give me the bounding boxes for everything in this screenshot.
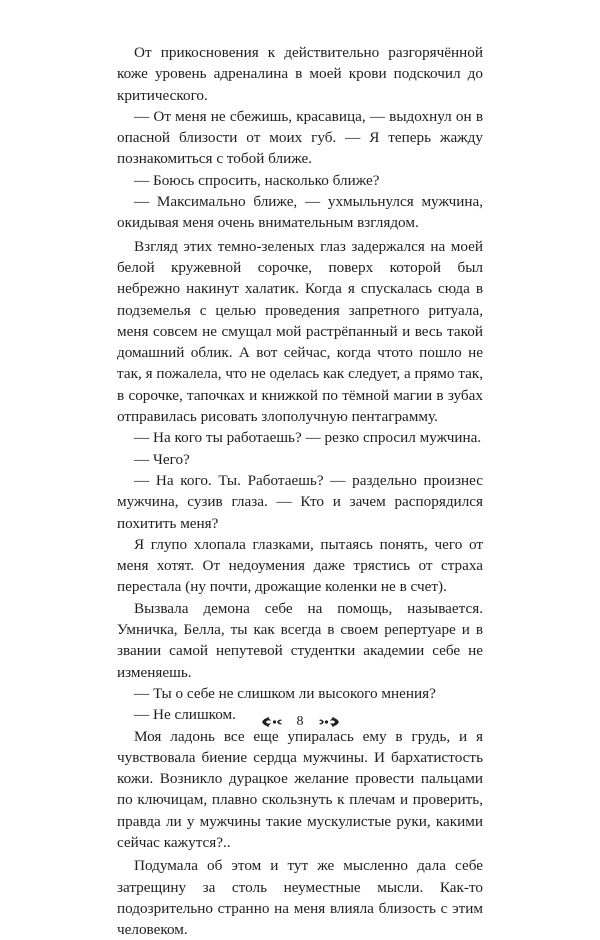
paragraph-10: Вызвала демона себе на помощь, называется. Умничка, Белла, ты как всегда в своем репертуаре и в звании самой непутевой студентки академии себе не изменяешь. [117,599,483,681]
paragraph-11: — Ты о себе не слишком ли высокого мнения? [134,684,436,702]
paragraph-2: — От меня не сбежишь, красавица, — выдохнул он в опасной близости от моих губ. — Я теперь жажду познакомиться с тобой ближе. [117,107,483,168]
paragraph-13: Моя ладонь все еще упиралась ему в грудь, и я чувствовала биение сердца мужчины. И бархатистость кожи. Возникло дурацкое желание провести пальцами по ключицам, плавно скользнуть к плечам и проверить, правда ли у мужчины такие мускулистые руки, какими сейчас кажутся?.. [117,727,483,851]
page-footer [0,714,600,730]
paragraph-3: — Боюсь спросить, насколько ближе? [134,171,380,189]
paragraph-5: Взгляд этих темно-зеленых глаз задержался на моей белой кружевной сорочке, поверх которой был небрежно накинут халатик. Когда я спускалась сюда в подземелья с целью проведения запретного ритуала, меня совсем не смущал мой растрёпанный и весь такой домашний облик. А вот сейчас, когда чтото пошло не так, я пожалела, что не оделась как следует, а прямо так, в сорочке, тапочках и книжкой по тёмной магии в зубах отправилась рисовать злополучную пентаграмму. [117,237,483,426]
paragraph-7: — Чего? [134,450,190,468]
paragraph-12: — Не слишком. [134,706,236,724]
paragraph-4: — Максимально ближе, — ухмыльнулся мужчина, окидывая меня очень внимательным взглядом. [117,193,483,232]
ornament-left-icon [261,716,283,728]
paragraph-8: — На кого. Ты. Работаешь? — раздельно произнес мужчина, сузив глаза. — Кто и зачем распорядился похитить меня? [117,471,483,532]
paragraph-9: Я глупо хлопала глазками, пытаясь понять, чего от меня хотят. От недоумения даже трястись от страха перестала (ну почти, дрожащие коленки не в счет). [117,535,483,596]
paragraph-6: — На кого ты работаешь? — резко спросил мужчина. [134,429,482,447]
page-number: 8 [296,714,304,729]
paragraph-14: Подумала об этом и тут же мысленно дала себе затрещину за столь неуместные мысли. Как-то подозрительно странно на меня влияла близость с этим человеком. [117,857,483,939]
page-body [117,42,483,940]
paragraph-1: От прикосновения к действительно разгорячённой коже уровень адреналина в моей крови подскочил до критического. [117,44,483,104]
ornament-right-icon [318,716,340,728]
